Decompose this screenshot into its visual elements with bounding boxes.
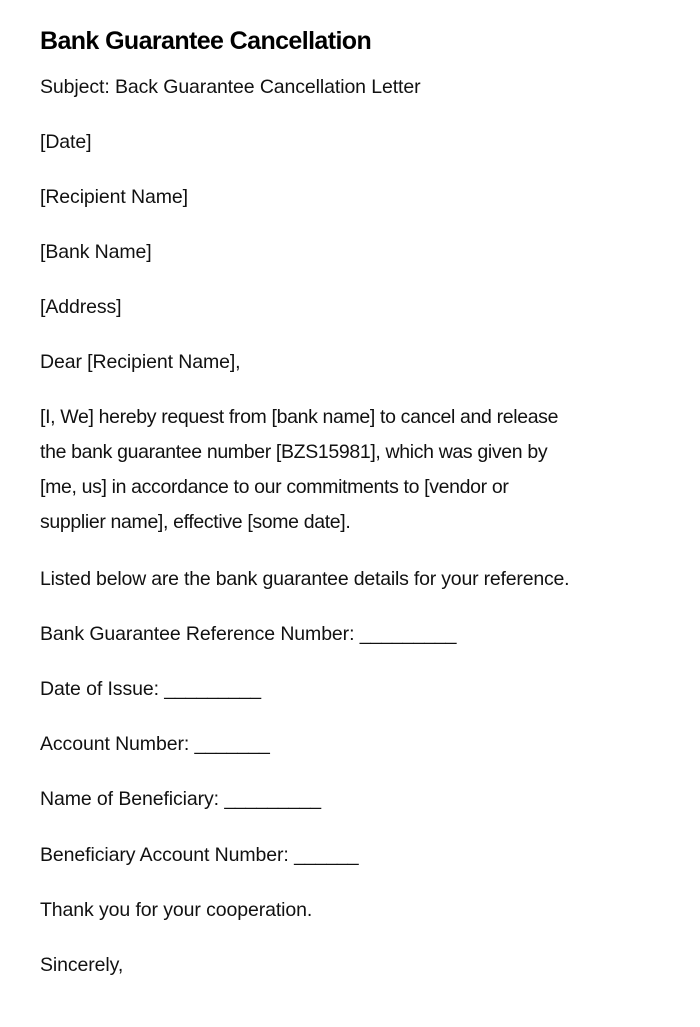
address: [Address] bbox=[40, 296, 122, 318]
closing: Sincerely, bbox=[40, 954, 124, 976]
field-label: Date of Issue: bbox=[40, 678, 165, 700]
body-line: the bank guarantee number [BZS15981], which was given by bbox=[40, 441, 548, 463]
salutation: Dear [Recipient Name], bbox=[40, 351, 241, 373]
subject-line: Subject: Back Guarantee Cancellation Letter bbox=[40, 76, 421, 98]
field-blank: _________ bbox=[164, 678, 261, 700]
recipient-name: [Recipient Name] bbox=[40, 186, 188, 208]
field-label: Bank Guarantee Reference Number: bbox=[40, 623, 360, 645]
field-account-number bbox=[40, 729, 270, 759]
field-reference-number bbox=[40, 619, 456, 649]
body-paragraph bbox=[40, 400, 660, 540]
body-line: [me, us] in accordance to our commitments to [vendor or bbox=[40, 476, 509, 498]
field-label: Name of Beneficiary: bbox=[40, 788, 225, 810]
details-intro: Listed below are the bank guarantee details for your reference. bbox=[40, 568, 570, 590]
field-date-of-issue bbox=[40, 674, 261, 704]
field-label: Account Number: bbox=[40, 733, 195, 755]
field-beneficiary-name bbox=[40, 784, 321, 814]
field-blank: _________ bbox=[359, 623, 457, 645]
field-blank: _________ bbox=[224, 788, 322, 810]
field-blank: ______ bbox=[294, 844, 359, 866]
bank-name: [Bank Name] bbox=[40, 241, 152, 263]
field-label: Beneficiary Account Number: bbox=[40, 844, 295, 866]
field-beneficiary-account-number bbox=[40, 840, 359, 870]
body-line: [I, We] hereby request from [bank name] to cancel and release bbox=[40, 406, 559, 428]
field-blank: _______ bbox=[194, 733, 270, 755]
body-line: supplier name], effective [some date]. bbox=[40, 511, 351, 533]
thanks-line: Thank you for your cooperation. bbox=[40, 899, 313, 921]
document-title: Bank Guarantee Cancellation bbox=[40, 27, 372, 55]
date-placeholder: [Date] bbox=[40, 131, 92, 153]
